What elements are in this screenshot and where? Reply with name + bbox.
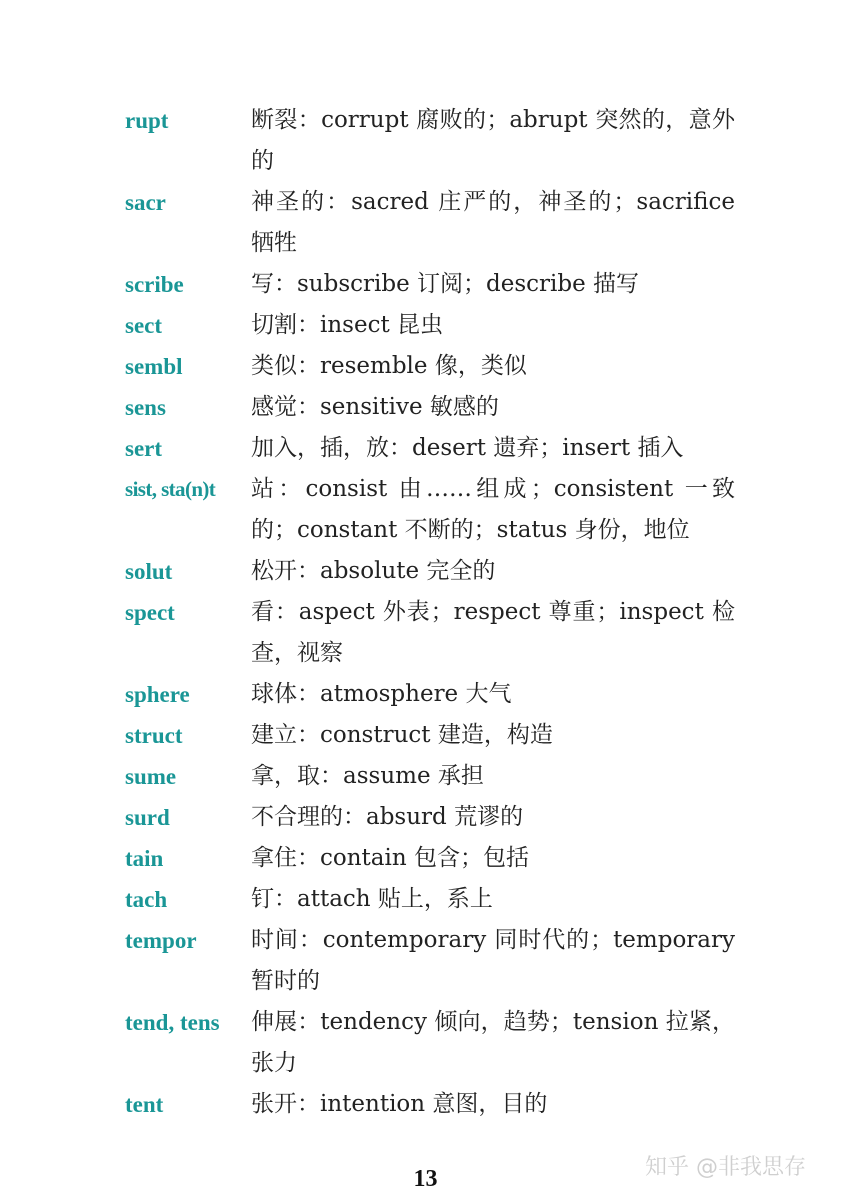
word-root: tempor xyxy=(125,928,197,953)
root-meaning: 断裂：corrupt 腐败的；abrupt 突然的，意外的 xyxy=(251,107,735,174)
list-item xyxy=(125,879,735,920)
list-item xyxy=(125,469,735,551)
word-root: struct xyxy=(125,723,183,748)
list-item xyxy=(125,100,735,182)
word-root: sert xyxy=(125,436,163,461)
word-root: tend, tens xyxy=(125,1010,220,1035)
root-meaning: 感觉：sensitive 敏感的 xyxy=(251,394,499,420)
list-item xyxy=(125,428,735,469)
list-item xyxy=(125,1084,735,1125)
root-meaning: 伸展：tendency 倾向，趋势；tension 拉紧，张力 xyxy=(251,1009,735,1076)
root-meaning: 拿住：contain 包含；包括 xyxy=(251,845,529,871)
root-meaning: 站：consist 由……组成；consistent 一致的；constant 不断的；status 身份，地位 xyxy=(251,476,735,543)
word-root: tent xyxy=(125,1092,164,1117)
root-meaning: 张开：intention 意图，目的 xyxy=(251,1091,548,1117)
list-item xyxy=(125,756,735,797)
list-item xyxy=(125,674,735,715)
root-word-list xyxy=(125,100,735,1125)
word-root: tain xyxy=(125,846,164,871)
list-item xyxy=(125,715,735,756)
word-root: tach xyxy=(125,887,168,912)
root-meaning: 时间：contemporary 同时代的；temporary 暂时的 xyxy=(251,927,735,994)
word-root: surd xyxy=(125,805,170,830)
word-root: sacr xyxy=(125,190,166,215)
word-root: spect xyxy=(125,600,175,625)
page-number: 13 xyxy=(413,1166,438,1192)
list-item xyxy=(125,592,735,674)
list-item xyxy=(125,305,735,346)
root-meaning: 类似：resemble 像，类似 xyxy=(251,353,527,379)
root-meaning: 建立：construct 建造，构造 xyxy=(251,722,553,748)
list-item xyxy=(125,797,735,838)
word-root: scribe xyxy=(125,272,184,297)
word-root: sens xyxy=(125,395,166,420)
word-root: rupt xyxy=(125,108,169,133)
root-meaning: 写：subscribe 订阅；describe 描写 xyxy=(251,271,640,297)
root-meaning: 神圣的：sacred 庄严的，神圣的；sacrifice 牺牲 xyxy=(251,189,735,256)
word-root: sphere xyxy=(125,682,190,707)
root-meaning: 不合理的：absurd 荒谬的 xyxy=(251,804,524,830)
word-root: sume xyxy=(125,764,177,789)
word-root: sist, sta(n)t xyxy=(125,477,216,501)
root-meaning: 钉：attach 贴上，系上 xyxy=(251,886,493,912)
root-meaning: 看：aspect 外表；respect 尊重；inspect 检查，视察 xyxy=(251,599,735,666)
root-meaning: 球体：atmosphere 大气 xyxy=(251,681,512,707)
list-item xyxy=(125,920,735,1002)
root-meaning: 拿，取：assume 承担 xyxy=(251,763,484,789)
list-item xyxy=(125,346,735,387)
list-item xyxy=(125,1002,735,1084)
list-item xyxy=(125,182,735,264)
word-root: solut xyxy=(125,559,173,584)
list-item xyxy=(125,264,735,305)
word-root: sembl xyxy=(125,354,183,379)
list-item xyxy=(125,551,735,592)
root-meaning: 加入，插，放：desert 遗弃；insert 插入 xyxy=(251,435,684,461)
word-root: sect xyxy=(125,313,163,338)
root-meaning: 切割：insect 昆虫 xyxy=(251,312,444,338)
list-item xyxy=(125,387,735,428)
root-meaning: 松开：absolute 完全的 xyxy=(251,558,496,584)
watermark: 知乎 @非我思存 xyxy=(645,1155,806,1180)
list-item xyxy=(125,838,735,879)
